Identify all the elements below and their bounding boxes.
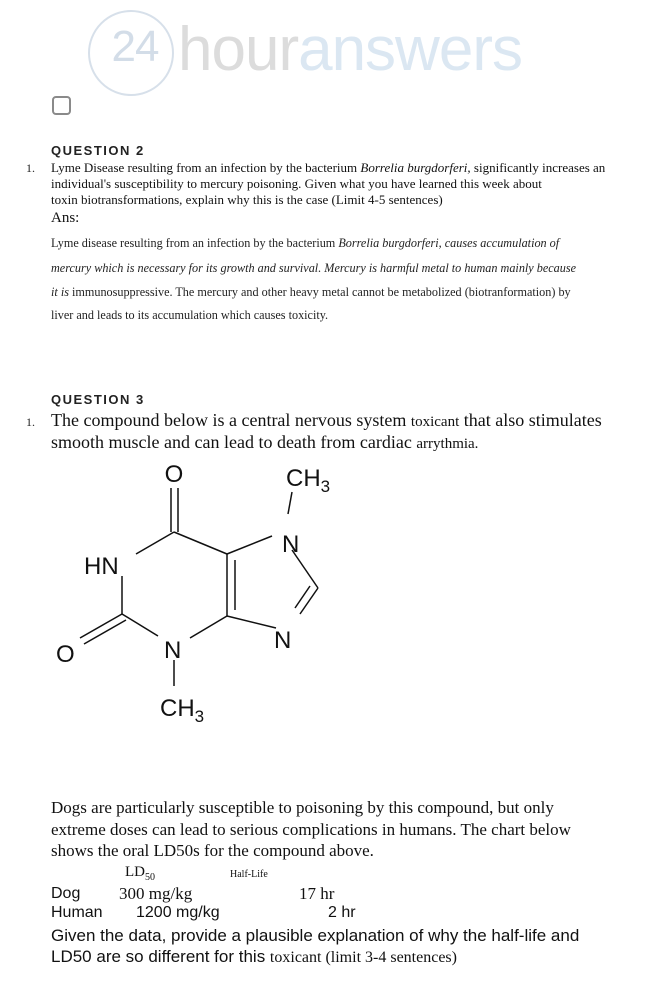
question-2-prompt-line-3: toxin biotransformations, explain why this is the case (Limit 4-5 sentences) [51,192,443,207]
answer-text: Lyme disease resulting from an infection by the bacterium [51,236,339,250]
question-3-prompt-line-2 [51,432,478,453]
table-dog-ld50: 300 mg/kg [119,884,193,903]
final-question-text: LD50 are so different for this [51,947,270,966]
prompt-text: that also stimulates [459,410,602,430]
answer-text: immunosuppressive. The mercury and other heavy metal cannot be metabolized (biotranformation) by [68,285,571,299]
question-2-number: 1. [26,161,35,175]
answer-line-3 [51,285,571,300]
atom-n7: N [282,531,300,558]
paragraph-line-3: shows the oral LD50s for the compound above. [51,841,374,860]
logo-wordmark [178,10,522,90]
logo-word-answers: answers [298,15,522,84]
table-dog-label: Dog [51,885,81,902]
answer-text-italic: Borrelia burgdorferi, causes accumulation of [338,236,560,250]
answer-line-2 [51,261,576,276]
final-question-line-2 [51,947,457,967]
paragraph-line-1: Dogs are particularly susceptible to poisoning by this compound, but only [51,798,554,817]
atom-ch3-top [286,465,330,496]
table-human-half-life: 2 hr [328,904,356,921]
prompt-text: The compound below is a central nervous system [51,410,411,430]
structure-bonds [80,488,318,686]
atom-n9: N [274,627,292,654]
atom-ch3-bottom-label: CH [160,695,195,722]
question-2-prompt-line-1 [51,160,605,176]
question-2-prompt-line-2: individual's susceptibility to mercury poisoning. Given what you have learned this week about [51,176,542,191]
question-3-heading: QUESTION 3 [51,392,145,407]
logo-number: 24 [111,22,159,71]
paragraph-line-2: extreme doses can lead to serious complications in humans. The chart below [51,820,571,839]
question-3-number: 1. [26,415,35,429]
table-dog-half-life: 17 hr [299,884,335,903]
question-3-prompt-line-1 [51,410,602,431]
final-question-text-serif: toxicant (limit 3-4 sentences) [269,949,457,966]
table-header-half-life: Half-Life [230,869,268,880]
logo-word-hour: hour [178,15,299,84]
atom-o-left: O [56,641,75,668]
select-checkbox[interactable] [52,96,71,115]
answer-line-1 [51,236,559,251]
atom-ch3-top-subscript: 3 [320,477,331,496]
atom-ch3-bottom-subscript: 3 [194,707,205,726]
table-human-label: Human [51,904,103,921]
answer-label: Ans: [51,210,80,226]
final-question-line-1: Given the data, provide a plausible explanation of why the half-life and [51,926,580,945]
site-logo [88,8,578,94]
prompt-text-small: arrythmia. [416,436,479,452]
atom-ch3-top-label: CH [286,465,321,492]
prompt-text-small: toxicant [410,414,460,430]
answer-line-4: liver and leads to its accumulation which causes toxicity. [51,308,329,322]
atom-o-top: O [164,461,184,488]
atom-n3: N [164,637,182,664]
ld-subscript: 50 [145,872,155,883]
prompt-species-name: Borrelia burgdorferi, [360,160,471,175]
prompt-text: smooth muscle and can lead to death from cardiac [51,432,417,452]
table-header-ld50 [125,864,155,883]
chemical-structure [40,452,380,742]
question-2-heading: QUESTION 2 [51,143,145,158]
ld-label: LD [125,864,145,880]
prompt-text: significantly increases an [470,160,606,175]
atom-ch3-bottom [160,695,204,726]
atom-hn: HN [84,553,119,580]
answer-text-italic: mercury which is necessary for its growth and survival. Mercury is harmful metal to human mainly because [51,261,577,275]
table-human-ld50: 1200 mg/kg [136,904,220,921]
prompt-text: Lyme Disease resulting from an infection by the bacterium [51,160,361,175]
answer-text-italic: it is [51,285,69,299]
